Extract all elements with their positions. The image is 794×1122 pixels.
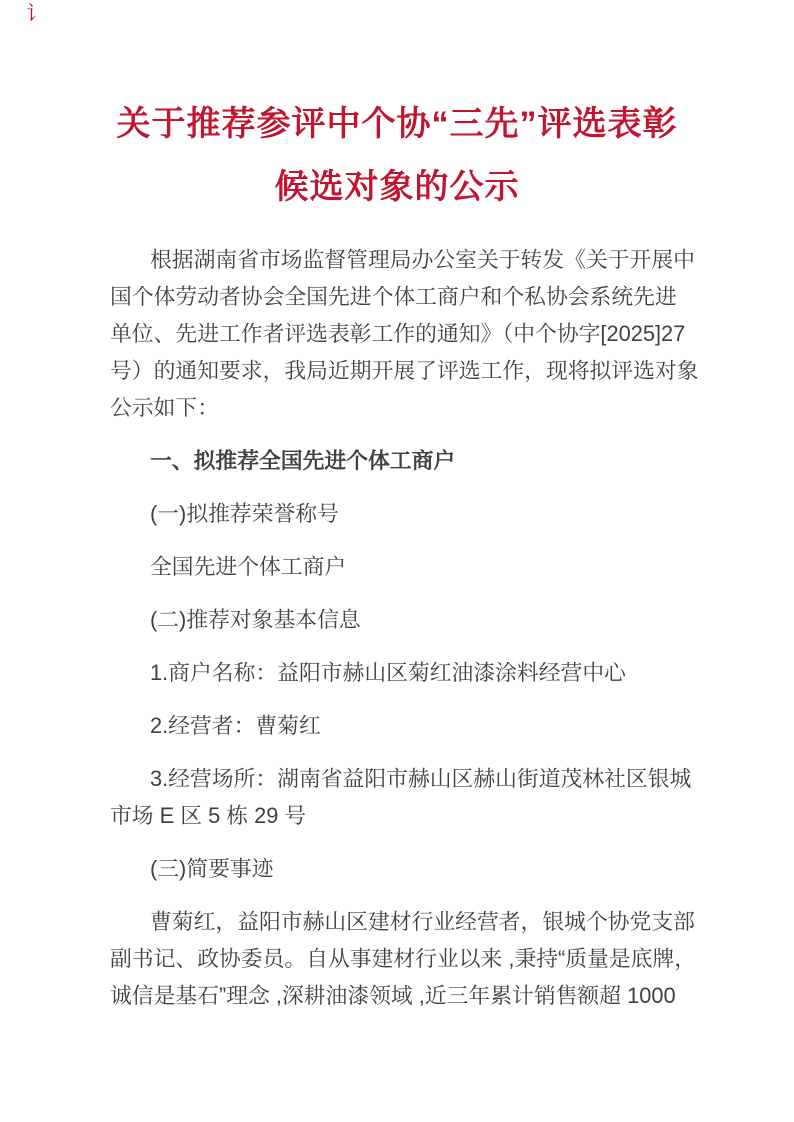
deeds-line: 诚信是基石”理念 ,深耕油漆领域 ,近三年累计销售额超 1000: [110, 983, 676, 1008]
paragraph-line: 公示如下：: [110, 395, 219, 420]
paragraph-line: 号）的通知要求，我局近期开展了评选工作，现将拟评选对象: [110, 358, 699, 383]
deeds-paragraph: [110, 903, 710, 1014]
honor-title-block: [110, 548, 710, 585]
title-line-2: 候选对象的公示: [274, 168, 520, 206]
deeds-line: 副书记、政协委员。自从事建材行业以来 ,秉持“质量是底牌，: [110, 946, 697, 971]
document-body: [110, 241, 710, 1014]
subsection-label: (二)推荐对象基本信息: [150, 607, 361, 632]
subsection-2-label-block: [110, 601, 710, 638]
merchant-name-line: 1.商户名称：益阳市赫山区菊红油漆涂料经营中心: [150, 660, 626, 685]
intro-paragraph: [110, 241, 710, 426]
subsection-label: (三)简要事迹: [150, 856, 274, 881]
merchant-name-block: [110, 654, 710, 691]
subsection-label: (一)拟推荐荣誉称号: [150, 501, 339, 526]
subsection-1-label-block: [110, 495, 710, 532]
paragraph-line: 单位、先进工作者评选表彰工作的通知》（中个协字[2025]27: [110, 321, 686, 346]
operator-block: [110, 707, 710, 744]
operator-line: 2.经营者：曹菊红: [150, 713, 321, 738]
title-line-1: 关于推荐参评中个协“三先”评选表彰: [116, 105, 678, 143]
honor-title: 全国先进个体工商户: [150, 554, 347, 579]
section-heading: 一、拟推荐全国先进个体工商户: [150, 448, 456, 473]
paragraph-line: 根据湖南省市场监督管理局办公室关于转发《关于开展中: [150, 247, 695, 272]
paragraph-line: 国个体劳动者协会全国先进个体工商户和个私协会系统先进: [110, 284, 677, 309]
address-line: 3.经营场所：湖南省益阳市赫山区赫山街道茂林社区银城: [150, 766, 692, 791]
address-line: 市场 E 区 5 栋 29 号: [110, 803, 307, 828]
address-paragraph: [110, 760, 710, 834]
document-title: [40, 93, 754, 219]
subsection-3-label-block: [110, 850, 710, 887]
section-heading-block: [110, 442, 710, 479]
corner-mark: 讠: [26, 3, 46, 25]
deeds-line: 曹菊红，益阳市赫山区建材行业经营者，银城个协党支部: [150, 909, 695, 934]
